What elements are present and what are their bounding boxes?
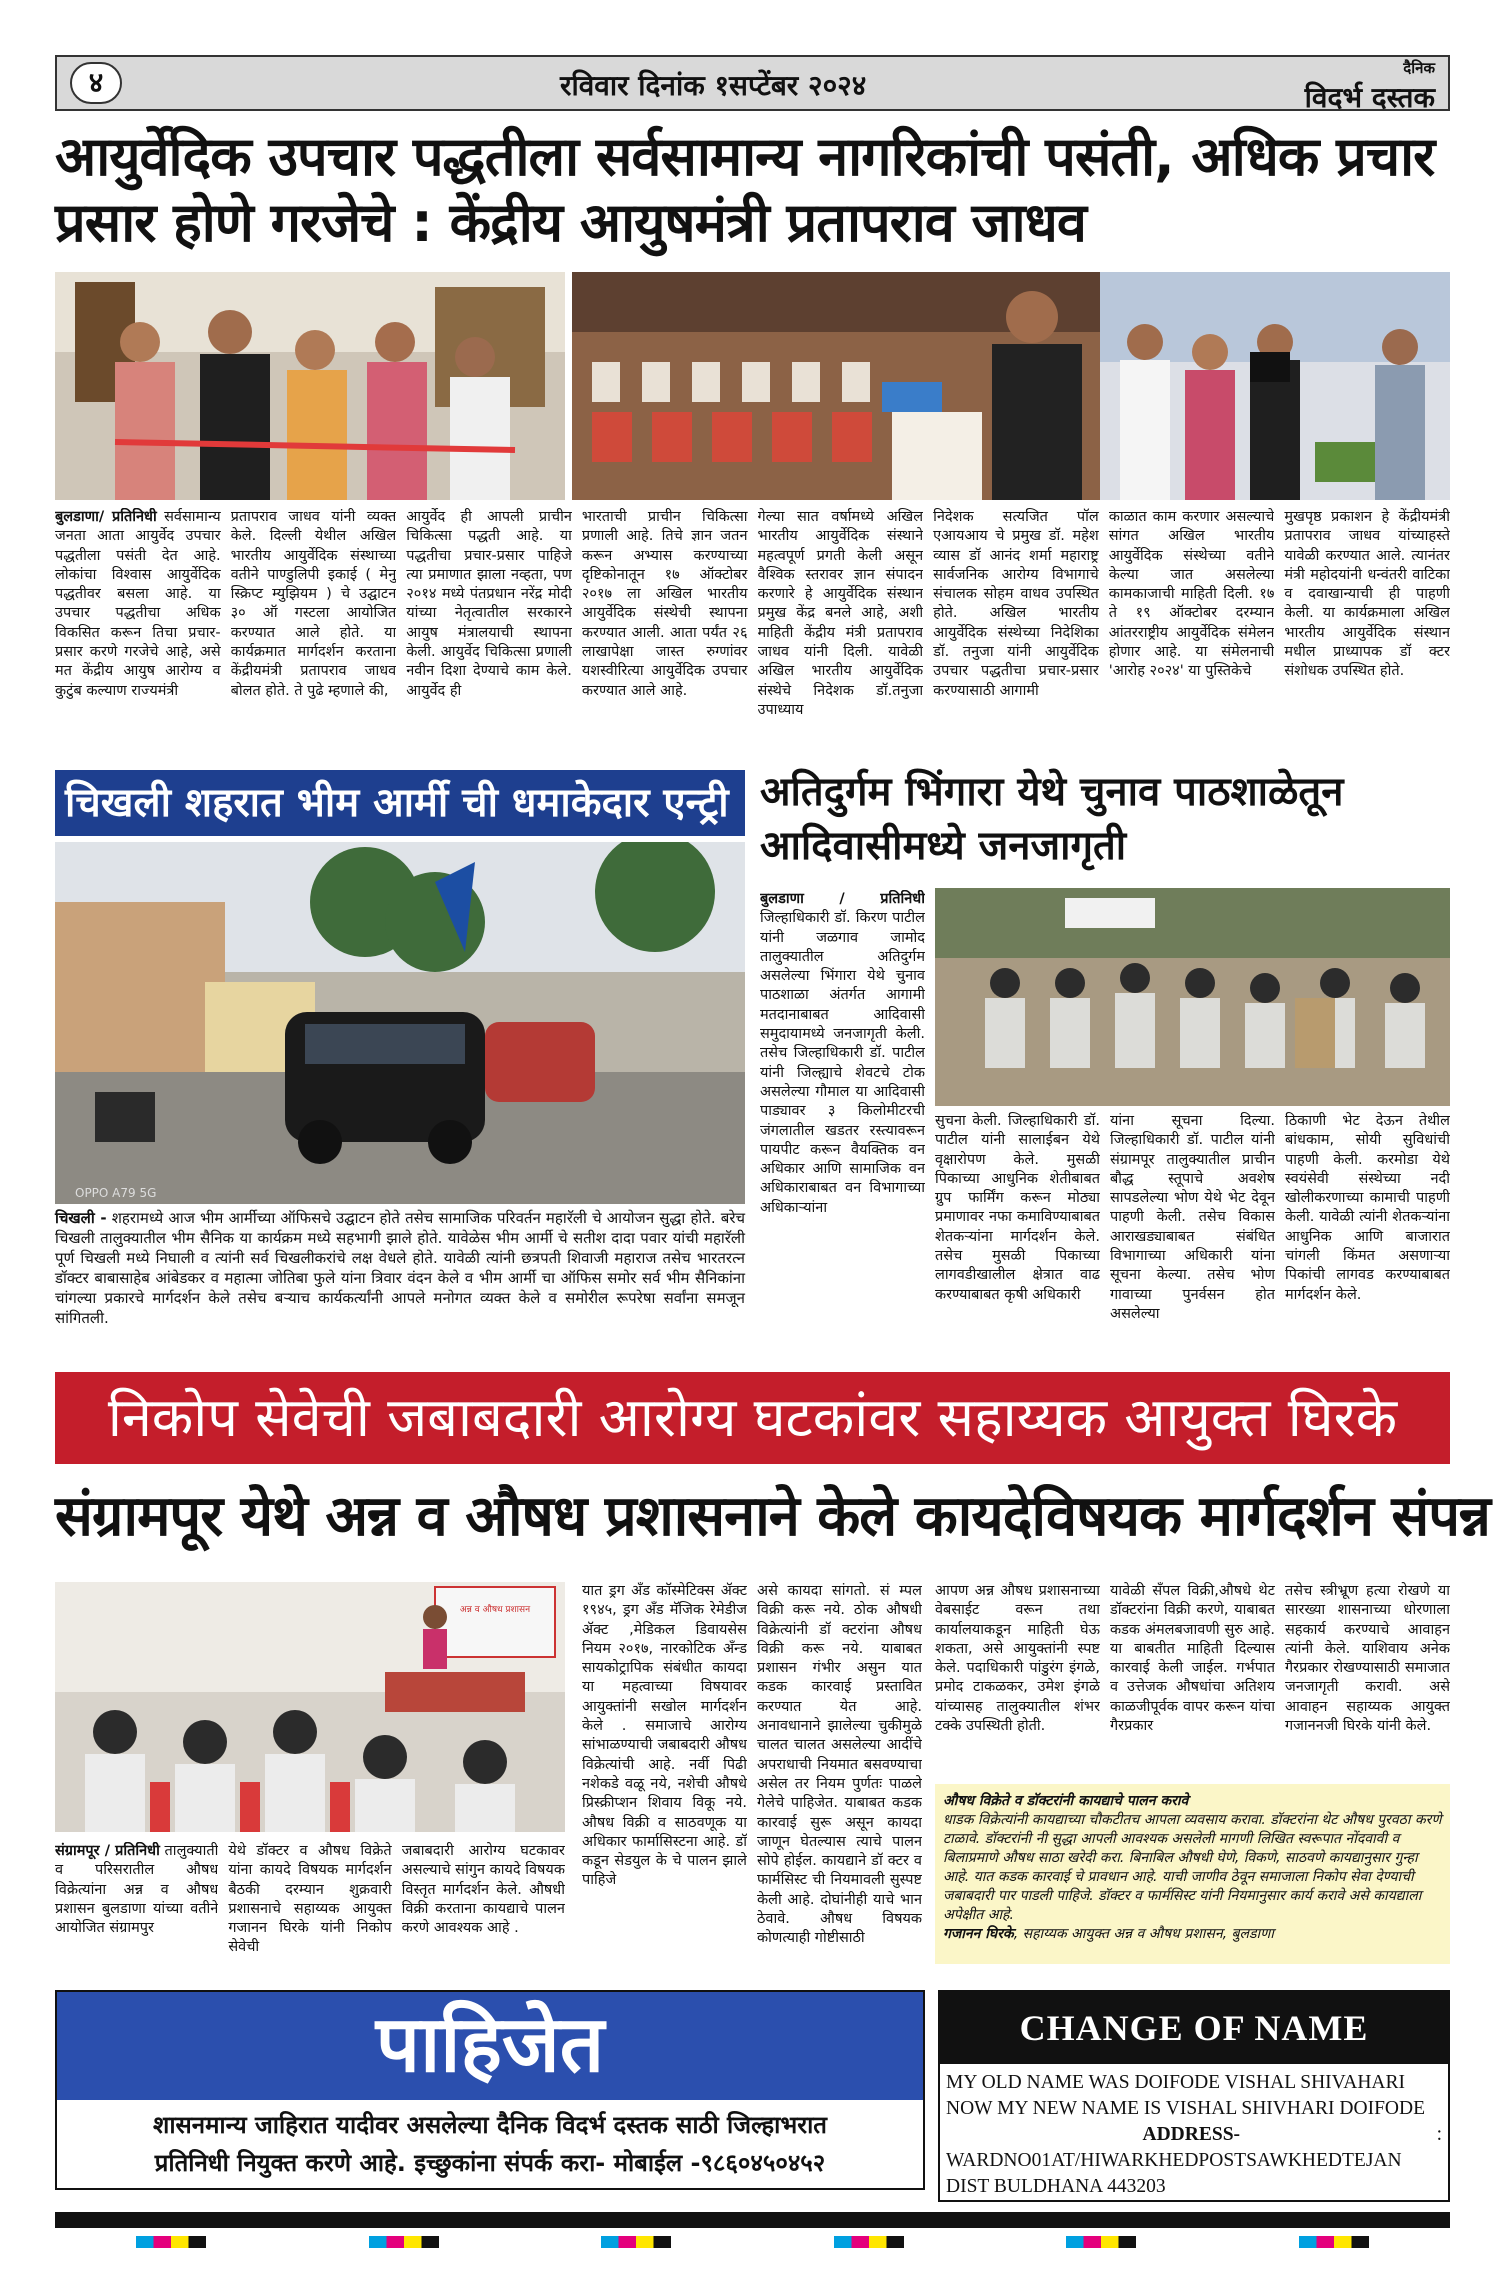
ad-change-of-name: [938, 1990, 1450, 2202]
ad-wanted-title: पाहिजेत: [57, 1992, 923, 2100]
story5-poster-text: अन्न व औषध प्रशासन: [459, 1605, 531, 1615]
registration-mark: [136, 2236, 206, 2248]
ad-name-colon: :: [1436, 2124, 1442, 2145]
story1-col-4: भारताची प्राचीन चिकित्सा प्रणाली आहे. तिचे ज्ञान जतन करून अभ्यास करण्याच्या दृष्टिकोनातून १७ ऑक्टोबर २०१७ ला अखिल भारतीय आयुर्वेदिक संस्थेची स्थापना करण्यात आली. आता पर्यंत २६ लाखापेक्षा जास्त रुग्णांवर यशस्वीरित्या आयुर्वेदिक उपचार करण्यात आले आहे.: [581, 509, 748, 699]
registration-mark: [601, 2236, 671, 2248]
story5-note-sign: गजानन घिरके: [943, 1926, 1014, 1942]
story3-photo-village-meeting: [935, 888, 1450, 1106]
page-number: ४: [70, 62, 122, 104]
story5-headline: संग्रामपूर येथे अन्न व औषध प्रशासनाने केले कायदेविषयक मार्गदर्शन संपन्न: [55, 1484, 1490, 1549]
story5-lead-col-1-text: तालुक्याती व परिसरातील औषध विक्रेत्यांना अन्न व औषध प्रशासन बुलडाणा यांच्या वतीने आयोजित संग्रामपुर: [55, 1843, 219, 1937]
ad-wanted-line2: प्रतिनिधी नियुक्त करणे आहे. इच्छुकांना संपर्क करा- मोबाईल -९८६०४५०४५२: [154, 2149, 826, 2177]
story3-col-2: यांना सूचना दिल्या. जिल्हाधिकारी डॉ. पाटील यांनी संग्रामपूर तालुक्यातील प्राचीन बौद्ध स्तूपाचे अवशेष सापडलेल्या भोण येथे भेट देवून पाहणी केली. तसेच विकास आराखड्याबाबत संबंधित विभागाच्या अधिकारी यांना सूचना केल्या. तसेच भोण गावाच्या पुनर्वसन होत असलेल्या: [1110, 1113, 1275, 1322]
story3-col-3: ठिकाणी भेट देऊन तेथील बांधकाम, सोयी सुविधांची पाहणी केली. करमोडा येथे स्वयंसेवी संस्थेच्या नदी खोलीकरणाच्या कामाची पाहणी केली. यावेळी त्यांनी शेतकऱ्यांना आधुनिक आणि बाजारात चांगली किंमत असणाऱ्या पिकांची लागवड करण्याबाबत मार्गदर्शन केले.: [1285, 1113, 1450, 1303]
story5-lead-col-2: येथे डॉक्टर व औषध विक्रेते यांना कायदे विषयक मार्गदर्शन बैठकी दरम्यान शुक्रवारी प्रशासनाचे सहाय्यक आयुक्त गजानन घिरके यांनी निकोप सेवेची: [228, 1843, 392, 1956]
story5-lead-body: [55, 1842, 565, 1972]
story1-body: [55, 508, 1450, 744]
story3-body: [935, 1112, 1450, 1360]
issue-date: रविवार दिनांक १सप्टेंबर २०२४: [560, 69, 867, 102]
story5-lead-col-3: जबाबदारी आरोग्य घटकावर असल्याचे सांगुन कायदे विषयक विस्तृत मार्गदर्शन केले. औषधी विक्री करताना कायद्याचे पालन करणे आवश्यक आहे .: [401, 1843, 565, 1937]
story1-col-2: प्रतापराव जाधव यांनी व्यक्त केले. दिल्ली येथील अखिल भारतीय आयुर्वेदिक संस्थाच्या वतीने पाण्डुलिपी इकाई ( मेनु स्क्रिप्ट म्युझियम ) चे उद्घाटन ३० ऑ गस्टला आयोजित करण्यात आले होते. या कार्यक्रमात मार्गदर्शन करताना केंद्रीयमंत्री प्रतापराव जाधव बोलत होते. ते पुढे म्हणाले की,: [230, 509, 397, 699]
ad-name-line3: WARDNO01AT/HIWARKHEDPOSTSAWKHEDTEJAN: [946, 2150, 1402, 2171]
print-registration-marks: [55, 2236, 1450, 2250]
story5-col-2: असे कायदा सांगतो. सं म्पल विक्री करू नये. ठोक औषधी विक्रेत्यांनी डॉ क्टरांना औषध विक्री करू नये. याबाबत प्रशासन गंभीर असुन यात कडक कारवाई प्रस्तावित करण्यात येत आहे. अनावधानाने झालेल्या चुकीमुळे चालत चालत असलेल्या आदींचे अपराधाची नियमात बसवण्याचा असेल तर नियम पुर्णतः पाळले गेलेचे पाहिजेत. याबाबत कडक कारवाई सुरू असून कायदा जाणून घेतल्यास त्याचे पालन सोपे होईल. कायद्याने डॉ क्टर व फार्मसिस्ट ची नियमावली सुस्पष्ट केली आहे. दोघांनीही याचे भान ठेवावे. औषध विषयक कोणत्याही गोष्टीसाठी: [757, 1583, 922, 1947]
story1-col-7: काळात काम करणार असल्याचे सांगत अखिल भारतीय आयुर्वेदिक संस्थेच्या वतीने केल्या जात असलेल्या कामकाजाची माहिती दिली. १७ ते १९ ऑक्टोबर दरम्यान आंतरराष्ट्रीय आयुर्वेदिक संमेलन होणार आहे. या संमेलनाची 'आरोह २०२४' या पुस्तिकेचे: [1108, 509, 1275, 680]
story5-col-4: यावेळी सॅंपल विक्री,औषधे थेट डॉक्टरांना विक्री करणे, याबाबत कडक अंमलबजावणी सुरु आहे. या बाबतीत माहिती दिल्यास कारवाई केली जाईल. गर्भपात व उत्तेजक औषधांचा अतिशय काळजीपूर्वक वापर करून यांचा गैरप्रकार: [1110, 1583, 1275, 1735]
story4-headline: निकोप सेवेची जबाबदारी आरोग्य घटकांवर सहाय्यक आयुक्त घिरके: [55, 1372, 1450, 1464]
story3-headline: अतिदुर्गम भिंगारा येथे चुनाव पाठशाळेतून आदिवासीमध्ये जनजागृती: [760, 769, 1344, 869]
story1-photo-ribbon-cutting: [55, 272, 565, 500]
story2-headline: चिखली शहरात भीम आर्मी ची धमाकेदार एन्ट्री: [55, 770, 745, 836]
story3-continue: तसेच जिल्हाधिकारी डॉ. पाटील यांनी जिल्ह्याचे शेवटचे टोक असलेल्या गौमाल या आदिवासी पाड्यावर ३ किलोमीटरची जंगलातील खडतर रस्त्यावरून पायपीट करून वैयक्तिक वन अधिकार आणि सामाजिक वन अधिकाराबाबत वन विभागाच्या अधिकाऱ्यांना: [760, 1045, 925, 1216]
story1-photo-auditorium: [572, 272, 1100, 500]
story2-photo-rally: [55, 842, 745, 1204]
story2-caption-lead: चिखली -: [55, 1209, 107, 1227]
story3-lead: जिल्हाधिकारी डॉ. किरण पाटील यांनी जळगाव जामोद तालुक्यातील अतिदुर्गम असलेल्या भिंगारा येथे चुनाव पाठशाळा अंतर्गत आगामी मतदानाबाबत आदिवासी समुदायामध्ये जनजागृती केली.: [760, 910, 925, 1043]
story1-col-6: निदेशक सत्यजित पॉल एआयआय चे प्रमुख डॉ. महेश व्यास डॉ आनंद शर्मा महाराष्ट्र सार्वजनिक आरोग्य विभागाचे संचालक सोहम वाधव उपस्थित होते. अखिल भारतीय आयुर्वेदिक संस्थेच्या निदेशिका डॉ. तनुजा यांनी आयुर्वेदिक उपचार पद्धतीचा प्रचार-प्रसार करण्यासाठी आगामी: [933, 509, 1099, 699]
story5-body-right: [935, 1582, 1450, 1777]
story2-photo-watermark: OPPO A79 5G: [75, 1186, 157, 1200]
story1-col-1: [55, 508, 221, 744]
story2-caption-text: शहरामध्ये आज भीम आर्मीच्या ऑफिसचे उद्घाटन होते तसेच सामाजिक परिवर्तन महारॅली चे आयोजन सुद्धा होते. बरेच चिखली तालुक्यातील भीम सैनिक या कार्यक्रम मध्ये सहभागी झाले होते. यावेळेस भीम आर्मी चे सतीश दादा पवार यांची महारॅली पूर्ण चिखली मध्ये निघाली व त्यांनी सर्व चिखलीकरांचे लक्ष वेधले होते. यावेळी त्यांनी छत्रपती शिवाजी महाराज तसेच भारतरत्न डॉक्टर बाबासाहेब आंबेडकर व महात्मा जोतिबा फुले यांना त्रिवार वंदन केले व भीम आर्मी चा ऑफिस समोर सर्व भीम सैनिकांना चांगल्या प्रकारचे मार्गदर्शन केले तसेच बऱ्याच कार्यकर्त्यांनी आपले मनोगत व्यक्त केले व समोरील रूपरेषा सर्वांना समजून सांगितली.: [55, 1209, 745, 1327]
story5-col-1: यात ड्रग अँड कॉस्मेटिक्स ॲक्ट १९४५, ड्रग अँड मॅजिक रेमेडीज ॲक्ट ,मेडिकल डिवायसेस नियम २०१७, नारकोटिक अँन्ड सायकोट्रापिक संबंधीत कायदा या महत्वाच्या विषयावर आयुक्तांनी सखोल मार्गदर्शन केले . समाजाचे आरोग्य सांभाळण्याची जबाबदारी औषध विक्रेत्यांची आहे. नर्वी पिढी नशेकडे वळू नये, नशेची औषधे प्रिस्क्रीप्शन शिवाय विकू नये. औषध विक्री व साठवणूक या अधिकार फार्मासिस्टना आहे. डॉ कडून सेडयुल के चे पालन झाले पाहिजे: [582, 1583, 747, 1889]
ad-wanted-line1: शासनमान्य जाहिरात यादीवर असलेल्या दैनिक विदर्भ दस्तक साठी जिल्हाभरात: [153, 2111, 827, 2139]
story1-photo-book-release: [1100, 272, 1450, 500]
story1-headline: आयुर्वेदिक उपचार पद्धतीला सर्वसामान्य नागरिकांची पसंती, अधिक प्रचार प्रसार होणे गरजेचे : केंद्रीय आयुषमंत्री प्रतापराव जाधव: [55, 125, 1435, 254]
registration-mark: [834, 2236, 904, 2248]
story5-note-title: औषध विक्रेते व डॉक्टरांनी कायद्याचे पालन करावे: [943, 1793, 1189, 1809]
story1-col-8: मुखपृष्ठ प्रकाशन हे केंद्रीयमंत्री प्रतापराव जाधव यांच्याहस्ते यावेळी करण्यात आले. त्यानंतर मंत्री महोदयांनी धन्वंतरी वाटिका व दवाखान्याची ही पाहणी केली. या कार्यक्रमाला अखिल भारतीय आयुर्वेदिक संस्थान मधील प्राध्यापक डॉ क्टर संशोधक उपस्थित होते.: [1284, 509, 1450, 680]
masthead-title: विदर्भ दस्तक: [1304, 81, 1435, 114]
ad-name-line1: MY OLD NAME WAS DOIFODE VISHAL SHIVAHARI: [946, 2072, 1405, 2093]
masthead: [1285, 58, 1435, 116]
story5-photo-meeting: [55, 1582, 565, 1832]
story3-dateline: बुलडाणा / प्रतिनिधी: [760, 891, 925, 907]
registration-mark: [1299, 2236, 1369, 2248]
ad-representatives-wanted: [55, 1990, 925, 2190]
story5-lead-col-1: [55, 1842, 218, 1972]
ad-name-line2: NOW MY NEW NAME IS VISHAL SHIVHARI DOIFODE: [946, 2098, 1426, 2119]
story1-col-1-text: सर्वसामान्य जनता आता आयुर्वेद उपचार पद्धतीला पसंती देत आहे. लोकांचा विश्वास आयुर्वेदिक पद्धतीवर बसला आहे. या उपचार पद्धतीचा अधिक विकसित करून तिचा प्रचार-प्रसार करणे गरजेचे आहे, असे मत केंद्रीय आयुष आरोग्य व कुटुंब कल्याण राज्यमंत्री: [55, 509, 221, 699]
story5-col-5: तसेच स्त्रीभ्रूण हत्या रोखणे या सारख्या शासनाच्या धोरणाला सहकार्य करण्याचे आवाहन त्यांनी केले. याशिवाय अनेक गैरप्रकार रोखण्यासाठी समाजात जनजागृती करावी. असे आवाहन सहाय्यक आयुक्त गजाननजी घिरके यांनी केले.: [1285, 1583, 1450, 1735]
story1-col-3: आयुर्वेद ही आपली प्राचीन चिकित्सा पद्धती आहे. या पद्धतीचा प्रचार-प्रसार पाहिजे त्या प्रमाणात झाला नव्हता, पण २०१४ मध्ये पंतप्रधान नरेंद्र मोदी यांच्या नेतृत्वातील सरकारने आयुष मंत्रालयाची स्थापना केली. आयुर्वेद चिकित्सा प्रणाली नवीन दिशा देण्याचे काम केले. आयुर्वेद ही: [406, 509, 572, 699]
story5-note-text: धाडक विक्रेत्यांनी कायद्याच्या चौकटीतच आपला व्यवसाय करावा. डॉक्टरांना थेट औषध पुरवठा करणे टाळावे. डॉक्टरांनी नी सुद्धा आपली आवश्यक असलेली मागणी लिखित स्वरूपात नोंदवावी व बिलाप्रमाणे औषध साठा खरेदी करा. बिनाबिल औषधी घेणे, विकणे, साठवणे कायद्यानुसार गुन्हा आहे. यात कडक कारवाई चे प्रावधान आहे. याची जाणीव ठेवून समाजाला निकोप सेवा देण्याची जबाबदारी पार पाडली पाहिजे. डॉक्टर व फार्मसिस्ट यांनी नियमानुसार कार्य करावे असे कायद्याला अपेक्षीत आहे.: [943, 1812, 1442, 1923]
story3-col-1: सुचना केली. जिल्हाधिकारी डॉ. पाटील यांनी सालाईबन येथे वृक्षारोपण केले. मुसळी पिकाच्या आधुनिक शेतीबाबत ग्रुप फार्मिंग करून मोठ्या प्रमाणावर नफा कमाविण्याबाबत शेतकऱ्यांना मार्गदर्शन केले. तसेच मुसळी पिकाच्या लागवडीखालील क्षेत्रात वाढ करण्याबाबत कृषी अधिकारी: [935, 1113, 1100, 1303]
story5-body-left: [582, 1582, 922, 1972]
story3-col-lead: [760, 890, 925, 1360]
registration-mark: [369, 2236, 439, 2248]
story5-boxed-note: [935, 1784, 1450, 1964]
ad-name-line4: DIST BULDHANA 443203: [946, 2176, 1166, 2197]
story5-dateline: संग्रामपूर / प्रतिनिधी: [55, 1843, 160, 1859]
masthead-small: दैनिक: [1403, 59, 1435, 77]
story5-col-3: आपण अन्न औषध प्रशासनाच्या वेबसाईट वरून तथा कार्यालयाकडून माहिती घेऊ शकता, असे आयुक्तांनी स्पष्ट केले. पदाधिकारी पांडुरंग इंगळे, प्रमोद टाकळकर, उमेश इंगळे यांच्यासह तालुक्यातील शंभर टक्के उपस्थिती होती.: [935, 1583, 1100, 1735]
ad-name-address-label: ADDRESS-: [1142, 2124, 1241, 2145]
registration-mark: [1066, 2236, 1136, 2248]
story2-caption: [55, 1208, 745, 1358]
story1-dateline: बुलडाणा/ प्रतिनिधी: [55, 509, 157, 525]
story1-col-5: गेल्या सात वर्षामध्ये अखिल भारतीय आयुर्वेदिक संस्थाने महत्वपूर्ण प्रगती केली असून वैश्विक स्तरावर ज्ञान संपादन करणारे हे आयुर्वेदिक संस्थान प्रमुख केंद्र बनले आहे, अशी माहिती केंद्रीय मंत्री प्रतापराव जाधव यांनी दिली. यावेळी अखिल भारतीय आयुर्वेदिक संस्थेचे निदेशक डॉ.तनुजा उपाध्याय: [757, 509, 924, 718]
footer-bar: [55, 2212, 1450, 2228]
ad-name-title: CHANGE OF NAME: [940, 1992, 1448, 2064]
story5-note-sign-rest: , सहाय्यक आयुक्त अन्न व औषध प्रशासन, बुलडाणा: [1013, 1926, 1274, 1942]
